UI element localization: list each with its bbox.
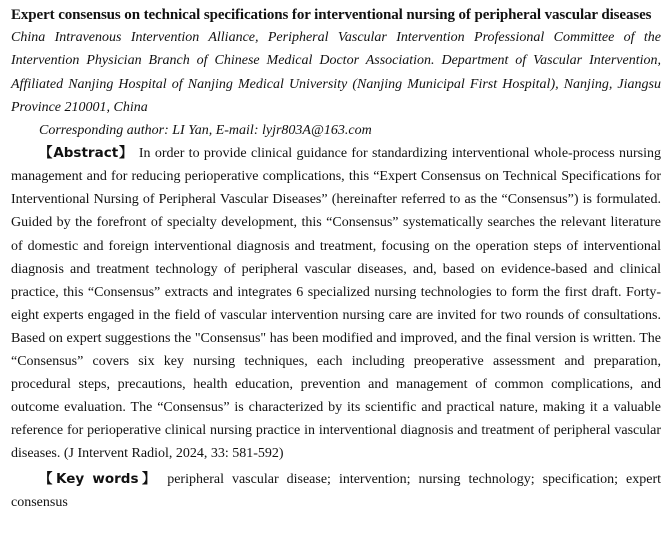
keywords-paragraph (11, 468, 661, 514)
corresponding-author: Corresponding author: LI Yan, E-mail: lyjr803A@163.com (39, 123, 372, 139)
abstract-label: 【Abstract】 (39, 145, 139, 162)
keywords-text: peripheral vascular disease; intervention; nursing technology; specification; expert consensus (11, 471, 661, 510)
abstract-page (11, 4, 661, 514)
abstract-paragraph (11, 142, 661, 465)
abstract-citation: (J Intervent Radiol, 2024, 33: 581-592) (63, 446, 284, 462)
paper-title: Expert consensus on technical specifications for interventional nursing of peripheral vascular diseases (11, 7, 652, 23)
affiliation: China Intravenous Intervention Alliance, Peripheral Vascular Intervention Professional Committee of the Intervention Physician Branch of Chinese Medical Doctor Association. Department of Vascular Intervention, Affiliated Nanjing Hospital of Nanjing Medical University (Nanjing Municipal First Hospital), Nanjing, Jiangsu Province 210001, China (11, 30, 661, 115)
keywords-label: 【Key words】 (39, 470, 168, 487)
abstract-text: In order to provide clinical guidance for standardizing interventional whole-process nursing management and for reducing perioperative complications, this “Expert Consensus on Technical Specifications for Interventional Nursing of Peripheral Vascular Diseases” (hereinafter referred to as the “Consensus”) is formulated. Guided by the forefront of specialty development, this “Consensus” systematically searches the relevant literature of domestic and foreign interventional diagnosis and treatment, focusing on the operation steps of interventional diagnosis and treatment technology of peripheral vascular diseases, and, based on evidence-based and clinical practice, this “Consensus” extracts and integrates 6 specialized nursing technologies to form the first draft. Forty-eight experts engaged in the field of vascular intervention nursing care are invited for two rounds of consultations. Based on expert suggestions the "Consensus" has been modified and improved, and the final version is written. The “Consensus” covers six key nursing techniques, each including preoperative assessment and preparation, procedural steps, precautions, health education, prevention and management of common complications, and outcome evaluation. The “Consensus” is characterized by its scientific and practical nature, making it a valuable reference for perioperative clinical nursing practice in interventional diagnosis and treatment of peripheral vascular diseases. (11, 146, 661, 462)
